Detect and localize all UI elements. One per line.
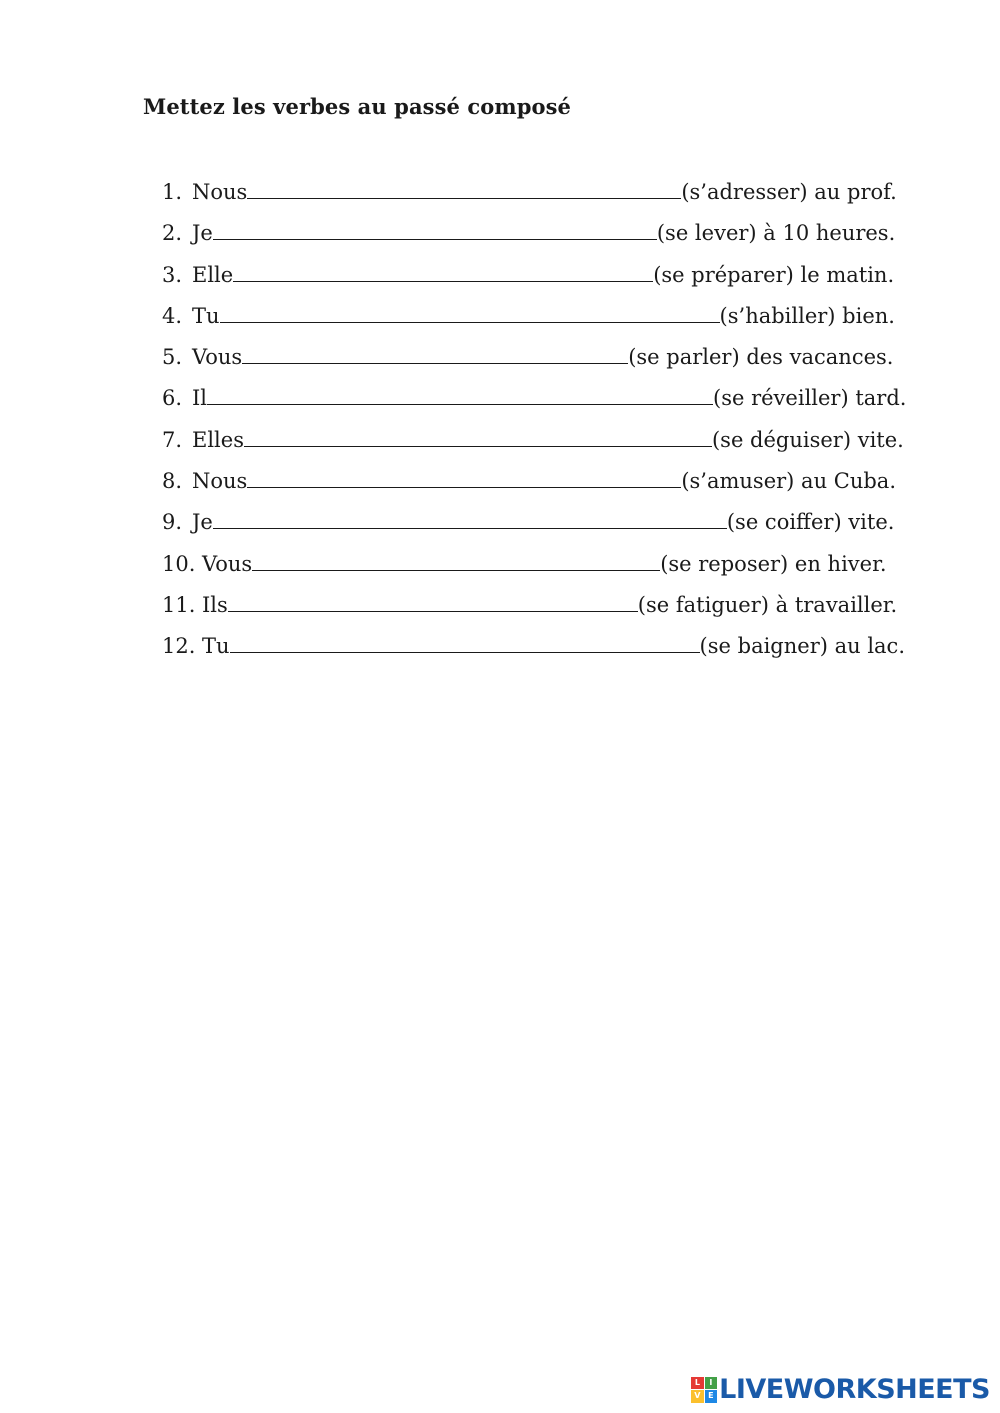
item-number: 5. <box>162 345 183 370</box>
exercise-item <box>162 510 942 551</box>
item-number: 12. <box>162 634 196 659</box>
item-number: 2. <box>162 221 183 246</box>
logo-square: L <box>691 1377 704 1390</box>
item-subject: Ils <box>202 592 228 617</box>
item-hint: (s’amuser) au Cuba. <box>681 469 896 494</box>
item-subject: Vous <box>202 551 253 576</box>
exercise-item <box>162 180 942 221</box>
item-subject: Tu <box>202 634 230 659</box>
item-subject: Vous <box>192 345 243 370</box>
item-subject: Nous <box>192 180 248 204</box>
logo-square: V <box>691 1390 704 1403</box>
exercise-list <box>162 180 942 676</box>
item-subject: Il <box>192 386 208 411</box>
exercise-item <box>162 593 942 634</box>
liveworksheets-logo <box>691 1374 990 1405</box>
item-hint: (se baigner) au lac. <box>699 634 905 659</box>
exercise-item <box>162 345 942 386</box>
item-hint: (se déguiser) vite. <box>711 427 904 452</box>
item-number: 7. <box>162 427 183 452</box>
item-hint: (se reposer) en hiver. <box>660 551 887 576</box>
item-number: 3. <box>162 262 183 287</box>
item-hint: (se lever) à 10 heures. <box>656 221 896 246</box>
item-subject: Tu <box>192 303 220 328</box>
answer-blank[interactable] <box>220 306 720 323</box>
exercise-item <box>162 634 942 675</box>
exercise-item <box>162 386 942 427</box>
exercise-item <box>162 428 942 469</box>
exercise-item <box>162 552 942 593</box>
item-number: 9. <box>162 510 183 535</box>
item-number: 1. <box>162 180 183 204</box>
item-number: 6. <box>162 386 183 411</box>
item-hint: (s’adresser) au prof. <box>681 180 897 204</box>
exercise-item <box>162 263 942 304</box>
answer-blank[interactable] <box>213 223 657 240</box>
item-subject: Je <box>192 221 213 246</box>
item-subject: Nous <box>192 469 248 494</box>
item-number: 4. <box>162 303 183 328</box>
answer-blank[interactable] <box>247 182 681 199</box>
item-hint: (se coiffer) vite. <box>726 510 895 535</box>
item-number: 11. <box>162 592 196 617</box>
item-hint: (se préparer) le matin. <box>653 262 895 287</box>
item-subject: Elles <box>192 427 244 452</box>
item-subject: Je <box>192 510 213 535</box>
answer-blank[interactable] <box>228 595 638 612</box>
item-hint: (se parler) des vacances. <box>628 345 894 370</box>
answer-blank[interactable] <box>242 347 628 364</box>
logo-text: LIVEWORKSHEETS <box>719 1374 990 1405</box>
worksheet-title: Mettez les verbes au passé composé <box>143 94 571 119</box>
logo-square: E <box>705 1390 718 1403</box>
answer-blank[interactable] <box>252 554 660 571</box>
answer-blank[interactable] <box>213 512 727 529</box>
item-hint: (se fatiguer) à travailler. <box>637 592 898 617</box>
exercise-item <box>162 469 942 510</box>
logo-square: I <box>705 1377 718 1390</box>
item-number: 10. <box>162 551 196 576</box>
exercise-item <box>162 221 942 262</box>
answer-blank[interactable] <box>230 636 700 653</box>
item-hint: (se réveiller) tard. <box>713 386 907 411</box>
item-subject: Elle <box>192 262 234 287</box>
item-number: 8. <box>162 469 183 494</box>
logo-mark-icon <box>691 1377 717 1403</box>
answer-blank[interactable] <box>233 265 653 282</box>
exercise-item <box>162 304 942 345</box>
item-hint: (s’habiller) bien. <box>719 303 895 328</box>
answer-blank[interactable] <box>244 430 712 447</box>
answer-blank[interactable] <box>247 471 681 488</box>
answer-blank[interactable] <box>207 388 713 405</box>
